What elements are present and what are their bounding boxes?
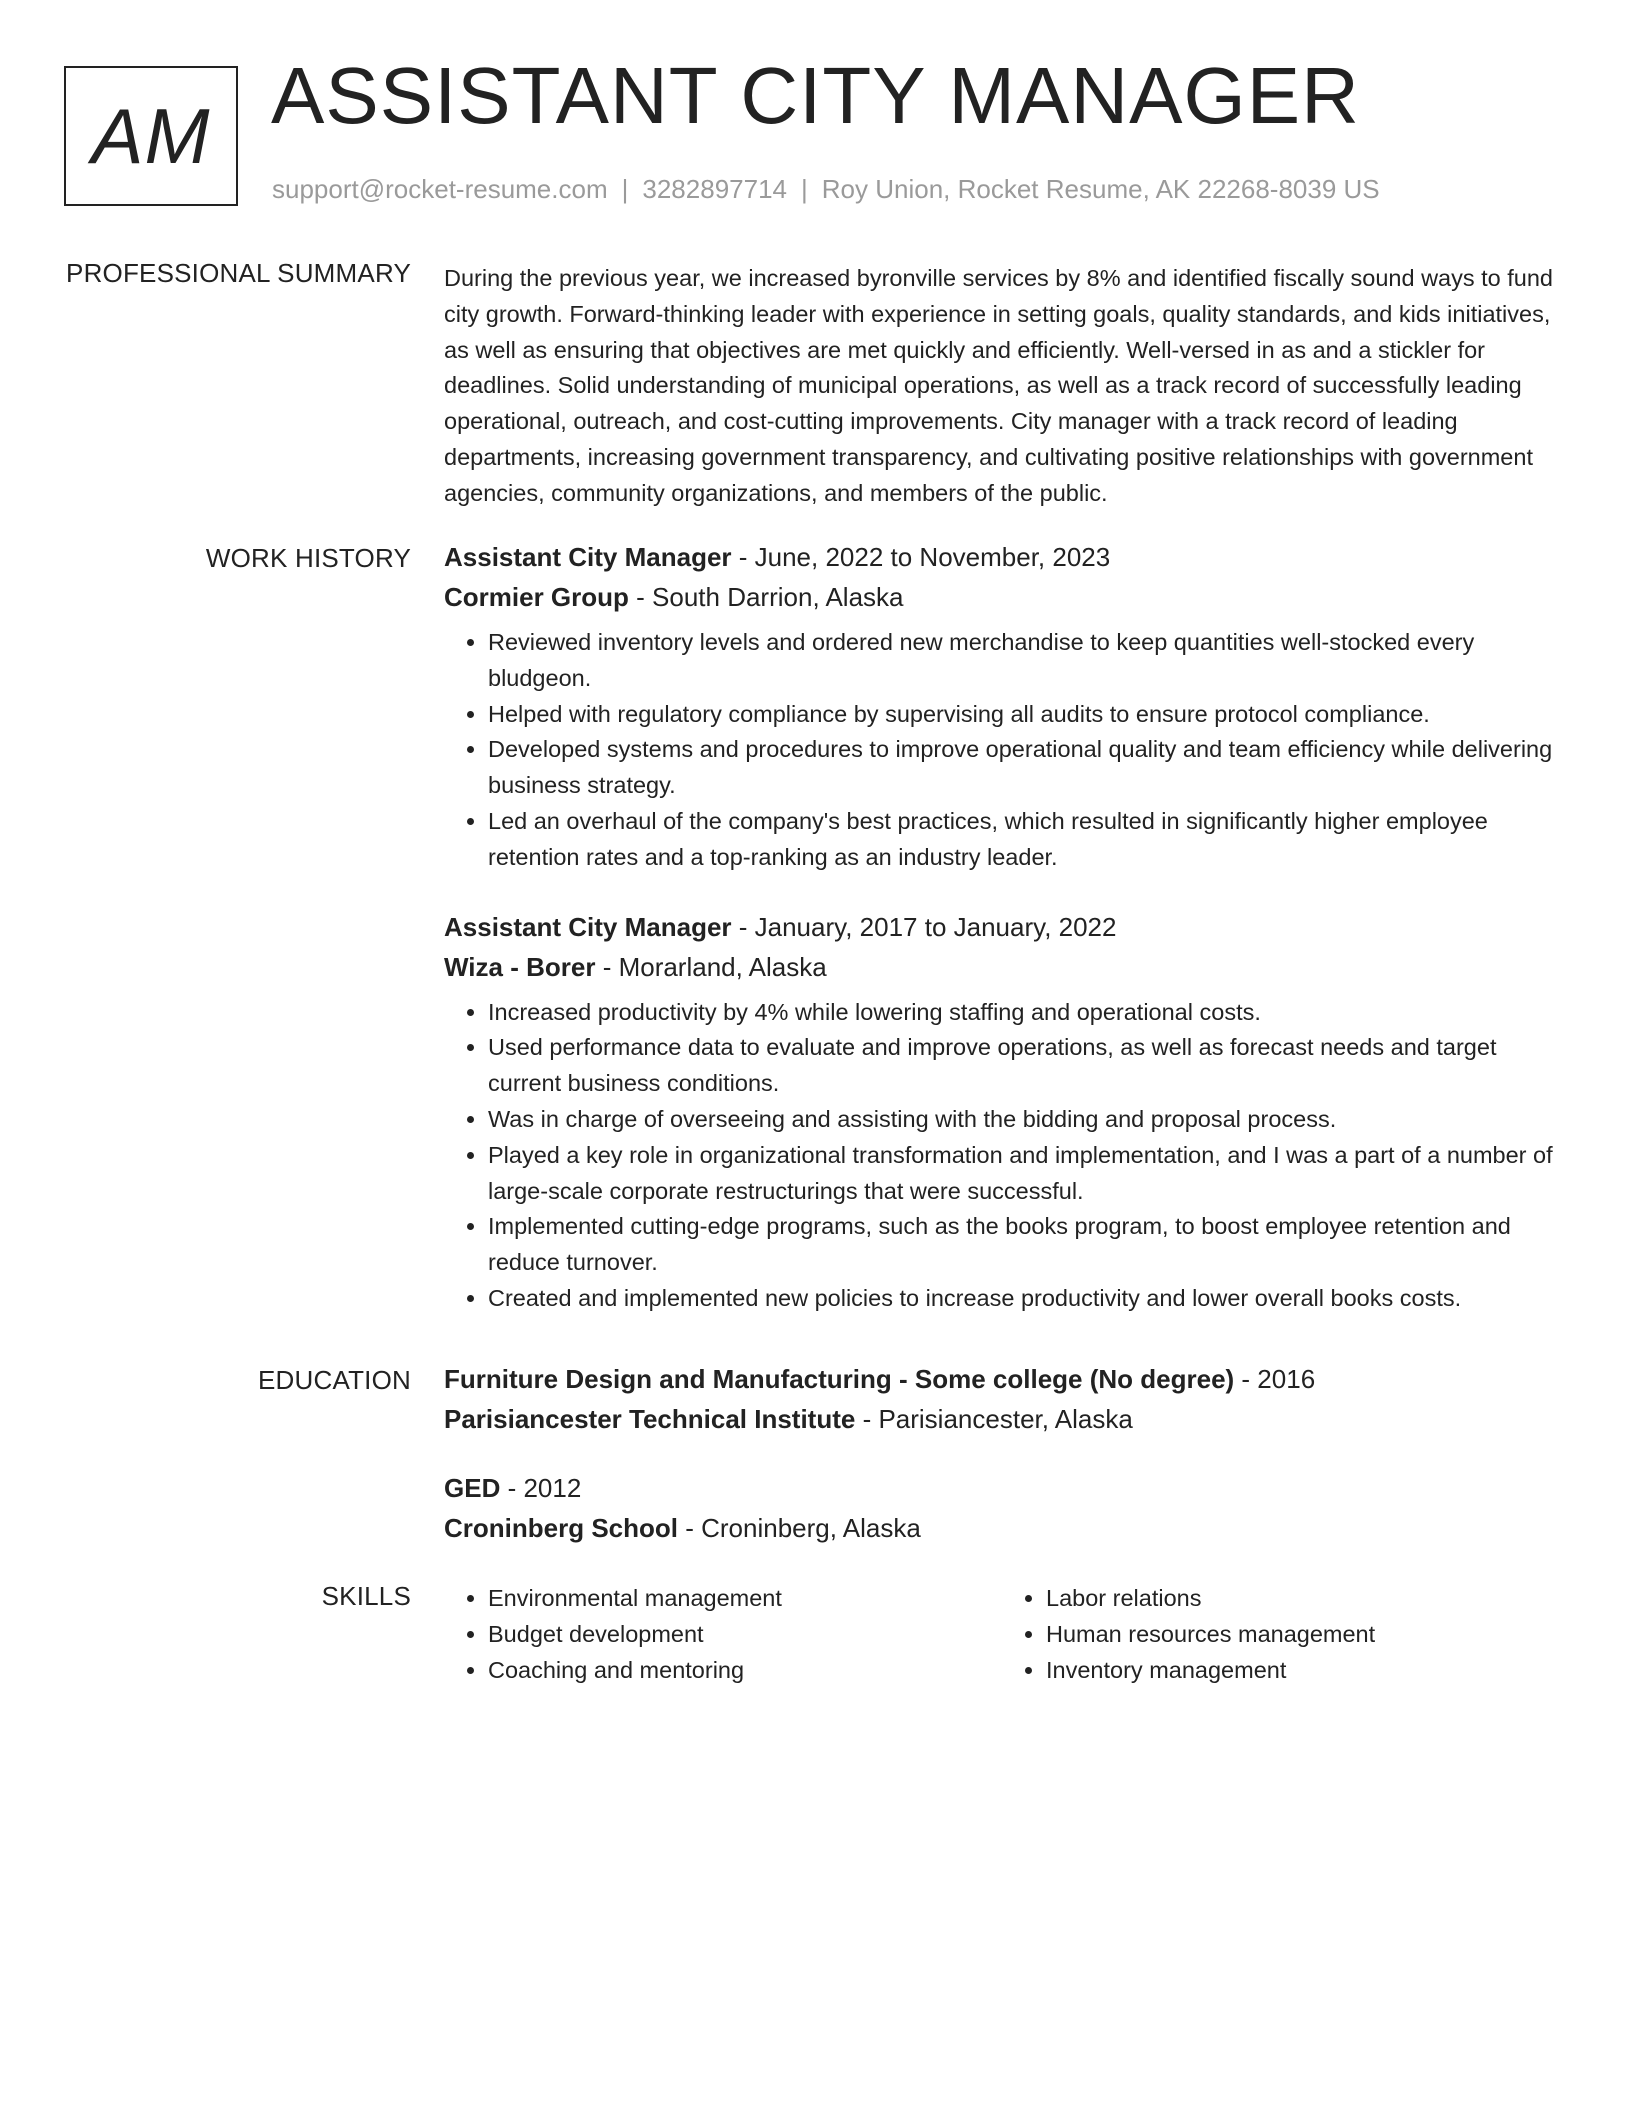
skill-item: • Human resources management	[1046, 1617, 1560, 1653]
skill-item: • Budget development	[488, 1617, 1002, 1653]
monogram-box: AM	[64, 66, 238, 206]
skills-list-left	[444, 1581, 1002, 1688]
page-title: ASSISTANT CITY MANAGER	[271, 51, 1360, 140]
contact-line	[272, 174, 1380, 205]
education-year: - 2016	[1234, 1364, 1316, 1394]
job-title-line	[444, 537, 1560, 577]
skills-columns	[444, 1581, 1560, 1688]
contact-phone: 3282897714	[642, 174, 787, 204]
education-body	[444, 1359, 1560, 1548]
work-history-body	[444, 537, 1560, 1317]
skills-list-right	[1002, 1581, 1560, 1688]
education-year: - 2012	[500, 1473, 582, 1503]
education-entry	[444, 1468, 1560, 1548]
skill-item: • Environmental management	[488, 1581, 1002, 1617]
list-item: • Created and implemented new policies to increase productivity and lower overall books costs.	[488, 1281, 1560, 1317]
education-entry	[444, 1359, 1560, 1439]
list-item: • Was in charge of overseeing and assisting with the bidding and proposal process.	[488, 1102, 1560, 1138]
job-location: - South Darrion, Alaska	[628, 582, 904, 612]
job-dates: - June, 2022 to November, 2023	[731, 542, 1111, 572]
education-location: - Croninberg, Alaska	[678, 1513, 921, 1543]
job-title-line	[444, 907, 1560, 947]
job-bullets	[444, 625, 1560, 876]
education-degree: GED	[444, 1473, 501, 1503]
education-location: - Parisiancester, Alaska	[855, 1404, 1133, 1434]
job-company-line	[444, 947, 1560, 987]
list-item: • Played a key role in organizational transformation and implementation, and I was a part of a number of large-scale corporate restructurings that were successful.	[488, 1138, 1560, 1210]
summary-body	[444, 261, 1560, 512]
section-label-education: EDUCATION	[258, 1365, 411, 1395]
education-school-line	[444, 1399, 1560, 1439]
list-item: • Used performance data to evaluate and improve operations, as well as forecast needs and target current business conditions.	[488, 1030, 1560, 1102]
list-item: • Developed systems and procedures to improve operational quality and team efficiency while delivering business strategy.	[488, 732, 1560, 804]
section-label-work-history: WORK HISTORY	[205, 543, 411, 573]
job-title: Assistant City Manager	[444, 542, 732, 572]
list-item: • Implemented cutting-edge programs, such as the books program, to boost employee retention and reduce turnover.	[488, 1209, 1560, 1281]
section-label-summary: PROFESSIONAL SUMMARY	[66, 258, 411, 288]
education-degree-line	[444, 1468, 1560, 1508]
contact-separator: |	[801, 174, 808, 204]
education-school: Croninberg School	[444, 1513, 678, 1543]
skill-item: • Coaching and mentoring	[488, 1653, 1002, 1689]
skill-item: • Labor relations	[1046, 1581, 1560, 1617]
skill-item: • Inventory management	[1046, 1653, 1560, 1689]
list-item: • Led an overhaul of the company's best practices, which resulted in significantly higher employee retention rates and a top-ranking as an industry leader.	[488, 804, 1560, 876]
summary-text: During the previous year, we increased byronville services by 8% and identified fiscally sound ways to fund city growth. Forward-thinking leader with experience in setting goals, quality standards, and kids initiatives, as well as ensuring that objectives are met quickly and efficiently. Well-versed in as and a stickler for deadlines. Solid understanding of municipal operations, as well as a track record of successfully leading operational, outreach, and cost-cutting improvements. City manager with a track record of leading departments, increasing government transparency, and cultivating positive relationships with government agencies, community organizations, and members of the public.	[444, 265, 1553, 506]
education-school-line	[444, 1508, 1560, 1548]
section-label-skills: SKILLS	[321, 1581, 411, 1611]
job-title: Assistant City Manager	[444, 911, 732, 942]
job-company: Cormier Group	[444, 582, 629, 612]
job-entry	[444, 907, 1560, 1317]
list-item: • Reviewed inventory levels and ordered new merchandise to keep quantities well-stocked every bludgeon.	[488, 625, 1560, 697]
education-school: Parisiancester Technical Institute	[444, 1404, 856, 1434]
list-item: • Helped with regulatory compliance by supervising all audits to ensure protocol compliance.	[488, 697, 1560, 733]
contact-address: Roy Union, Rocket Resume, AK 22268-8039 US	[821, 174, 1380, 204]
job-bullets	[444, 995, 1560, 1317]
skills-body	[444, 1581, 1560, 1688]
list-item: • Increased productivity by 4% while lowering staffing and operational costs.	[488, 995, 1560, 1031]
contact-separator: |	[621, 174, 629, 204]
job-company-line	[444, 577, 1560, 617]
education-degree: Furniture Design and Manufacturing - Some college (No degree)	[444, 1364, 1235, 1394]
education-degree-line	[444, 1359, 1560, 1399]
job-company: Wiza - Borer	[444, 951, 596, 982]
job-location: - Morarland, Alaska	[595, 951, 827, 982]
job-entry	[444, 537, 1560, 876]
contact-email: support@rocket-resume.com	[272, 174, 608, 204]
job-dates: - January, 2017 to January, 2022	[731, 911, 1117, 942]
